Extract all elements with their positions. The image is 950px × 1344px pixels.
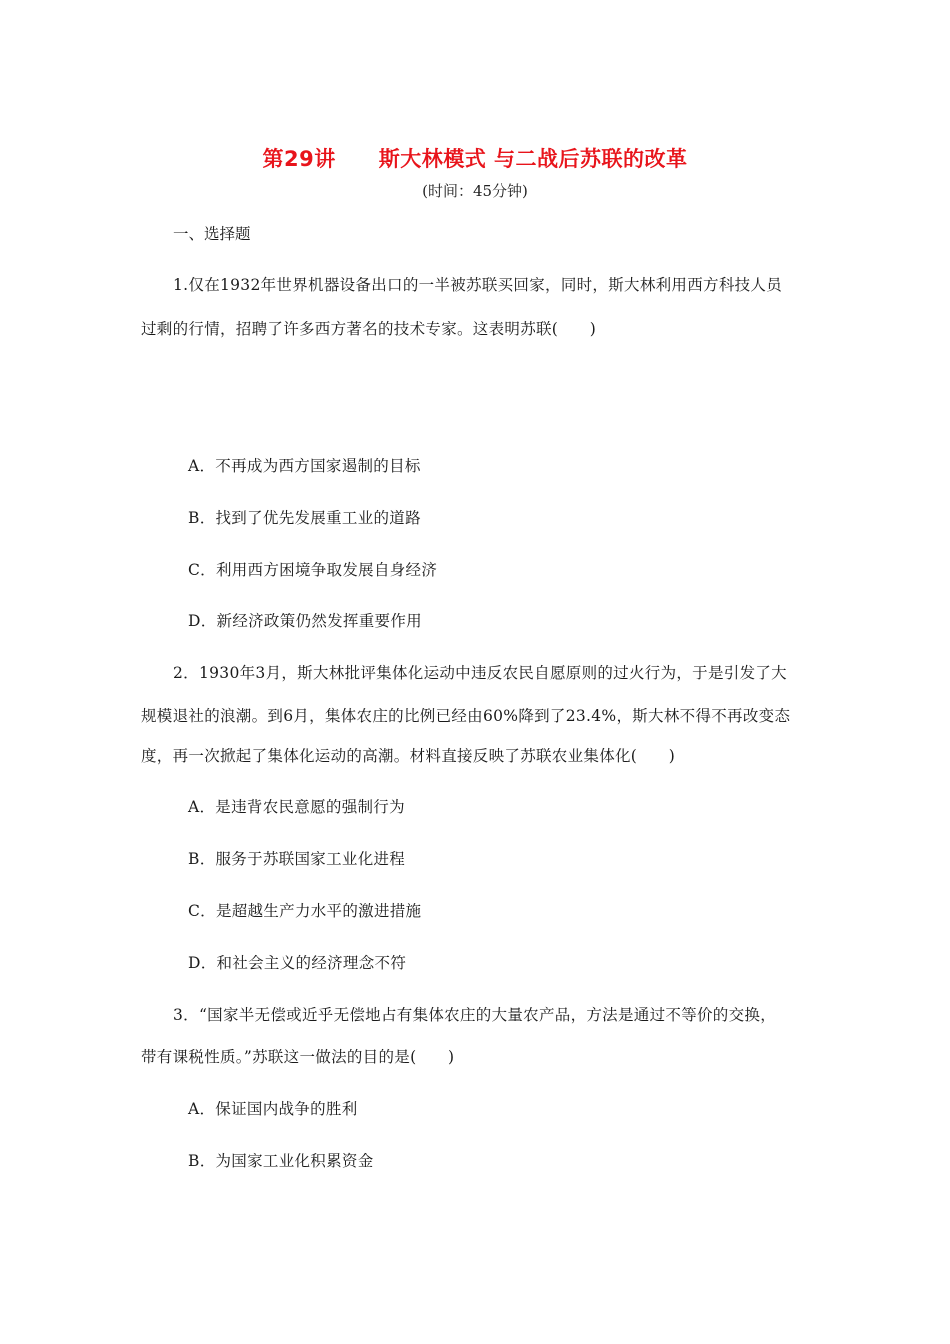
question-3-option-a: A．保证国内战争的胜利: [188, 1100, 358, 1118]
question-1-option-b: B．找到了优先发展重工业的道路: [188, 509, 421, 527]
question-1-stem-line-1: 1.仅在1932年世界机器设备出口的一半被苏联买回家，同时，斯大林利用西方科技人员: [173, 276, 783, 294]
question-3-stem-line-1: 3．“国家半无偿或近乎无偿地占有集体农庄的大量农产品，方法是通过不等价的交换，: [173, 1006, 776, 1024]
question-2-option-b: B．服务于苏联国家工业化进程: [188, 850, 406, 868]
lesson-title: 第29讲 斯大林模式 与二战后苏联的改革: [262, 147, 688, 171]
time-limit: (时间：45分钟): [422, 182, 528, 200]
question-1-stem-line-2: 过剩的行情，招聘了许多西方著名的技术专家。这表明苏联( ): [141, 320, 597, 338]
question-2-stem-line-2: 规模退社的浪潮。到6月，集体农庄的比例已经由60%降到了23.4%，斯大林不得不再改变态: [141, 707, 791, 725]
question-1-option-a: A．不再成为西方国家遏制的目标: [188, 457, 421, 475]
section-heading: 一、选择题: [173, 225, 251, 243]
question-2-stem-line-1: 2．1930年3月，斯大林批评集体化运动中违反农民自愿原则的过火行为，于是引发了大: [173, 664, 787, 682]
question-3-option-b: B．为国家工业化积累资金: [188, 1152, 374, 1170]
question-1-option-d: D．新经济政策仍然发挥重要作用: [188, 612, 422, 630]
question-2-option-a: A．是违背农民意愿的强制行为: [188, 798, 405, 816]
question-1-option-c: C．利用西方困境争取发展自身经济: [188, 561, 438, 579]
question-2-stem-line-3: 度，再一次掀起了集体化运动的高潮。材料直接反映了苏联农业集体化( ): [141, 747, 676, 765]
question-2-option-c: C．是超越生产力水平的激进措施: [188, 902, 422, 920]
question-2-option-d: D．和社会主义的经济理念不符: [188, 954, 407, 972]
question-3-stem-line-2: 带有课税性质。”苏联这一做法的目的是( ): [141, 1048, 455, 1066]
